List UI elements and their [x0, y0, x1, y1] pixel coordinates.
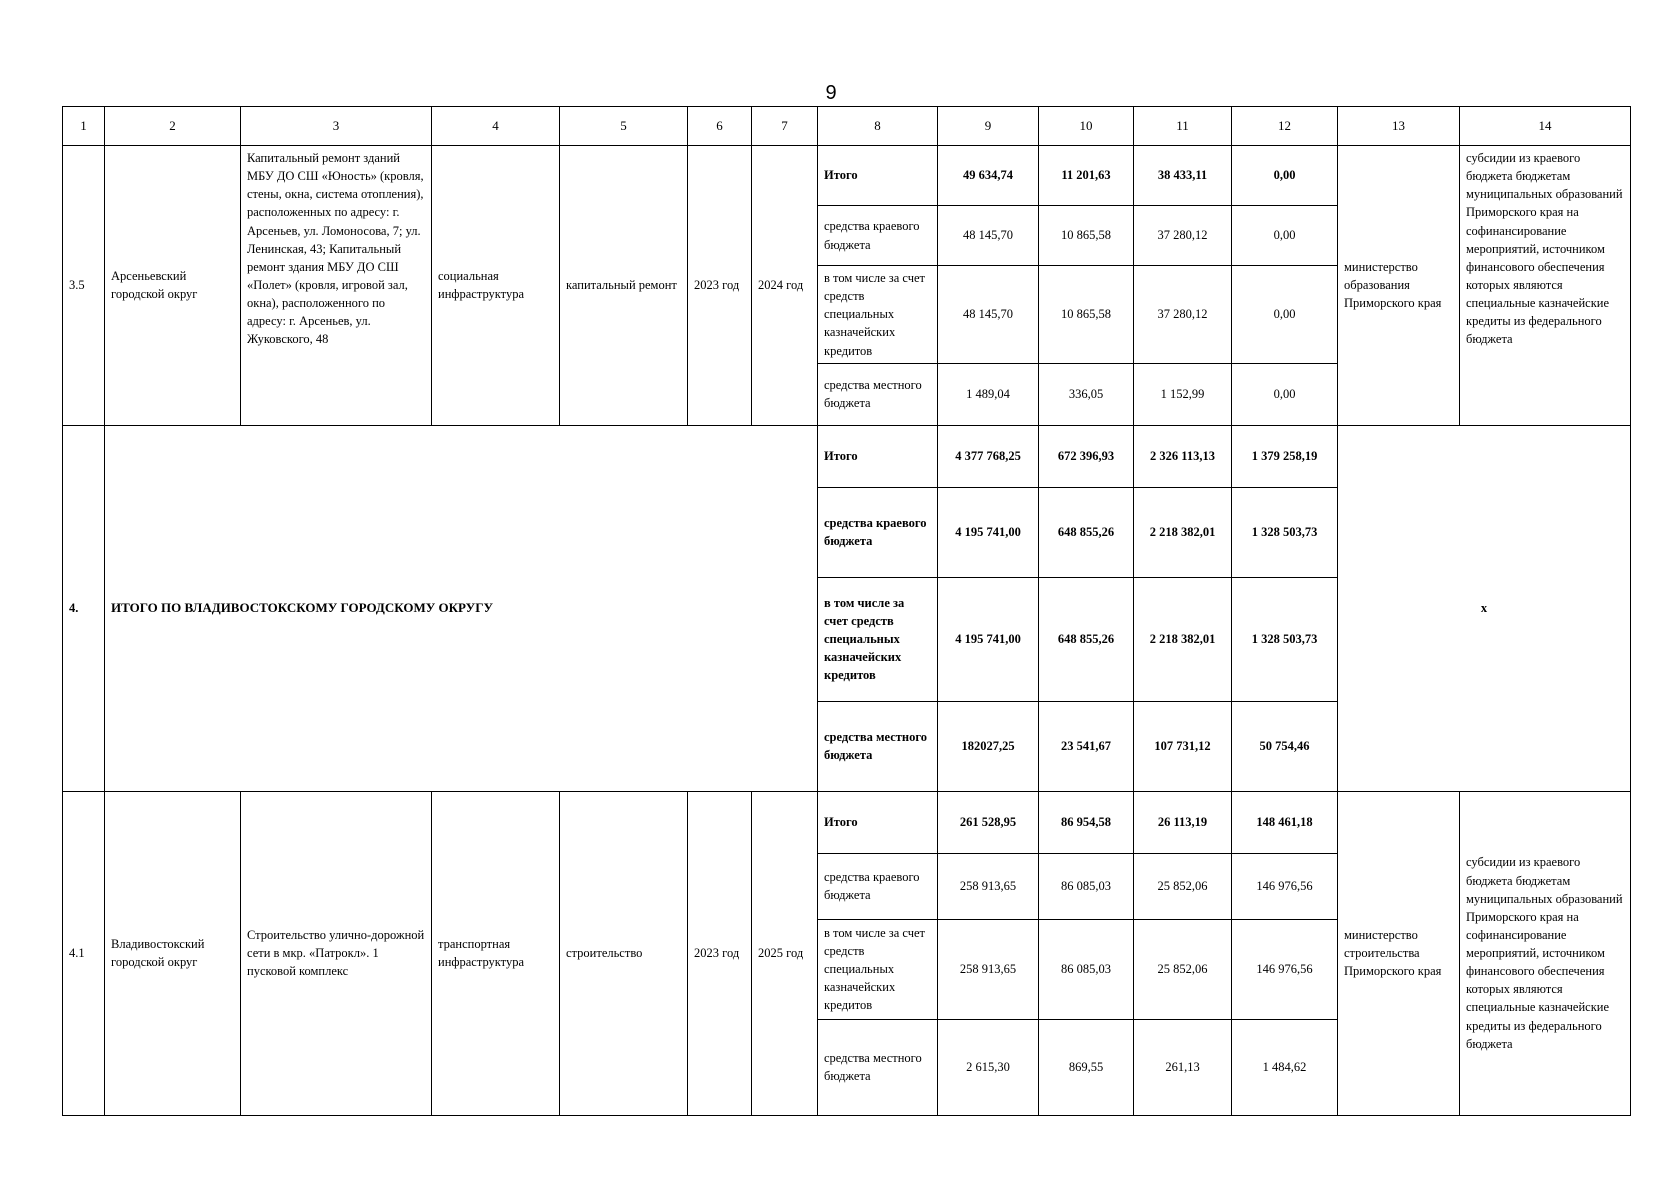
okrug-cell: Арсеньевский городской округ	[105, 146, 241, 426]
column-header: 10	[1039, 107, 1134, 146]
value-cell: 23 541,67	[1039, 701, 1134, 791]
value-cell: 2 218 382,01	[1134, 577, 1232, 701]
column-header: 9	[938, 107, 1039, 146]
total-title: ИТОГО ПО ВЛАДИВОСТОКСКОМУ ГОРОДСКОМУ ОКРУГУ	[105, 425, 818, 791]
line-label: Итого	[818, 425, 938, 487]
line-label: Итого	[818, 791, 938, 853]
value-cell: 49 634,74	[938, 146, 1039, 206]
value-cell: 0,00	[1232, 266, 1338, 364]
line-label: в том числе за счет средств специальных казначейских кредитов	[818, 919, 938, 1019]
sphere-cell: социальная инфраструктура	[432, 146, 560, 426]
value-cell: 648 855,26	[1039, 487, 1134, 577]
source-note-cell: субсидии из краевого бюджета бюджетам муниципальных образований Приморского края на софинансирование мероприятий, источником финансового обеспечения которых являются специальные казначейские кредиты из федерального бюджета	[1460, 146, 1631, 426]
table-row	[63, 146, 1631, 206]
value-cell: 0,00	[1232, 146, 1338, 206]
table-row	[63, 425, 1631, 487]
value-cell: 38 433,11	[1134, 146, 1232, 206]
line-label: средства местного бюджета	[818, 701, 938, 791]
end-year-cell: 2025 год	[752, 791, 818, 1115]
value-cell: 648 855,26	[1039, 577, 1134, 701]
value-cell: 258 913,65	[938, 853, 1039, 919]
work-type-cell: капитальный ремонт	[560, 146, 688, 426]
value-cell: 4 377 768,25	[938, 425, 1039, 487]
sphere-cell: транспортная инфраструктура	[432, 791, 560, 1115]
okrug-cell: Владивостокский городской округ	[105, 791, 241, 1115]
value-cell: 86 085,03	[1039, 919, 1134, 1019]
value-cell: 1 328 503,73	[1232, 577, 1338, 701]
column-header: 13	[1338, 107, 1460, 146]
end-year-cell: 2024 год	[752, 146, 818, 426]
column-header: 6	[688, 107, 752, 146]
value-cell: 4 195 741,00	[938, 487, 1039, 577]
line-label: средства краевого бюджета	[818, 206, 938, 266]
value-cell: 11 201,63	[1039, 146, 1134, 206]
value-cell: 37 280,12	[1134, 266, 1232, 364]
column-header: 8	[818, 107, 938, 146]
row-number: 3.5	[63, 146, 105, 426]
budget-table	[62, 106, 1631, 1116]
line-label: средства местного бюджета	[818, 1019, 938, 1115]
value-cell: 25 852,06	[1134, 853, 1232, 919]
table-row	[63, 791, 1631, 853]
value-cell: 86 085,03	[1039, 853, 1134, 919]
value-cell: 10 865,58	[1039, 206, 1134, 266]
page-number: 9	[825, 82, 837, 104]
value-cell: 261,13	[1134, 1019, 1232, 1115]
value-cell: 148 461,18	[1232, 791, 1338, 853]
header-row	[63, 107, 1631, 146]
value-cell: 182027,25	[938, 701, 1039, 791]
start-year-cell: 2023 год	[688, 146, 752, 426]
line-label: средства местного бюджета	[818, 363, 938, 425]
value-cell: 50 754,46	[1232, 701, 1338, 791]
value-cell: 869,55	[1039, 1019, 1134, 1115]
ministry-cell: министерство образования Приморского края	[1338, 146, 1460, 426]
value-cell: 25 852,06	[1134, 919, 1232, 1019]
line-label: в том числе за счет средств специальных казначейских кредитов	[818, 266, 938, 364]
column-header: 1	[63, 107, 105, 146]
value-cell: 146 976,56	[1232, 919, 1338, 1019]
value-cell: 0,00	[1232, 206, 1338, 266]
line-label: Итого	[818, 146, 938, 206]
value-cell: 672 396,93	[1039, 425, 1134, 487]
value-cell: 2 218 382,01	[1134, 487, 1232, 577]
value-cell: 48 145,70	[938, 206, 1039, 266]
column-header: 4	[432, 107, 560, 146]
ministry-cell: министерство строительства Приморского края	[1338, 791, 1460, 1115]
row-number: 4.	[63, 425, 105, 791]
object-cell: Строительство улично-дорожной сети в мкр. «Патрокл». 1 пусковой комплекс	[241, 791, 432, 1115]
value-cell: 336,05	[1039, 363, 1134, 425]
value-cell: 2 326 113,13	[1134, 425, 1232, 487]
value-cell: 261 528,95	[938, 791, 1039, 853]
value-cell: 26 113,19	[1134, 791, 1232, 853]
column-header: 2	[105, 107, 241, 146]
line-label: средства краевого бюджета	[818, 487, 938, 577]
value-cell: 4 195 741,00	[938, 577, 1039, 701]
value-cell: 107 731,12	[1134, 701, 1232, 791]
column-header: 11	[1134, 107, 1232, 146]
source-note-cell: субсидии из краевого бюджета бюджетам муниципальных образований Приморского края на софинансирование мероприятий, источником финансового обеспечения которых являются специальные казначейские кредиты из федерального бюджета	[1460, 791, 1631, 1115]
value-cell: 86 954,58	[1039, 791, 1134, 853]
value-cell: 1 152,99	[1134, 363, 1232, 425]
object-cell: Капитальный ремонт зданий МБУ ДО СШ «Юность» (кровля, стены, окна, система отопления), расположенных по адресу: г. Арсеньев, ул. Ломоносова, 7; ул. Ленинская, 43; Капитальный ремонт здания МБУ ДО СШ «Полет» (кровля, игровой зал, окна), расположенного по адресу: г. Арсеньев, ул. Жуковского, 48	[241, 146, 432, 426]
column-header: 5	[560, 107, 688, 146]
value-cell: 1 484,62	[1232, 1019, 1338, 1115]
column-header: 12	[1232, 107, 1338, 146]
row-number: 4.1	[63, 791, 105, 1115]
value-cell: 146 976,56	[1232, 853, 1338, 919]
value-cell: 1 379 258,19	[1232, 425, 1338, 487]
not-applicable-mark: х	[1338, 425, 1631, 791]
value-cell: 37 280,12	[1134, 206, 1232, 266]
value-cell: 1 489,04	[938, 363, 1039, 425]
start-year-cell: 2023 год	[688, 791, 752, 1115]
value-cell: 2 615,30	[938, 1019, 1039, 1115]
line-label: в том числе за счет средств специальных казначейских кредитов	[818, 577, 938, 701]
column-header: 7	[752, 107, 818, 146]
column-header: 3	[241, 107, 432, 146]
value-cell: 0,00	[1232, 363, 1338, 425]
value-cell: 48 145,70	[938, 266, 1039, 364]
column-header: 14	[1460, 107, 1631, 146]
work-type-cell: строительство	[560, 791, 688, 1115]
value-cell: 1 328 503,73	[1232, 487, 1338, 577]
value-cell: 10 865,58	[1039, 266, 1134, 364]
value-cell: 258 913,65	[938, 919, 1039, 1019]
line-label: средства краевого бюджета	[818, 853, 938, 919]
